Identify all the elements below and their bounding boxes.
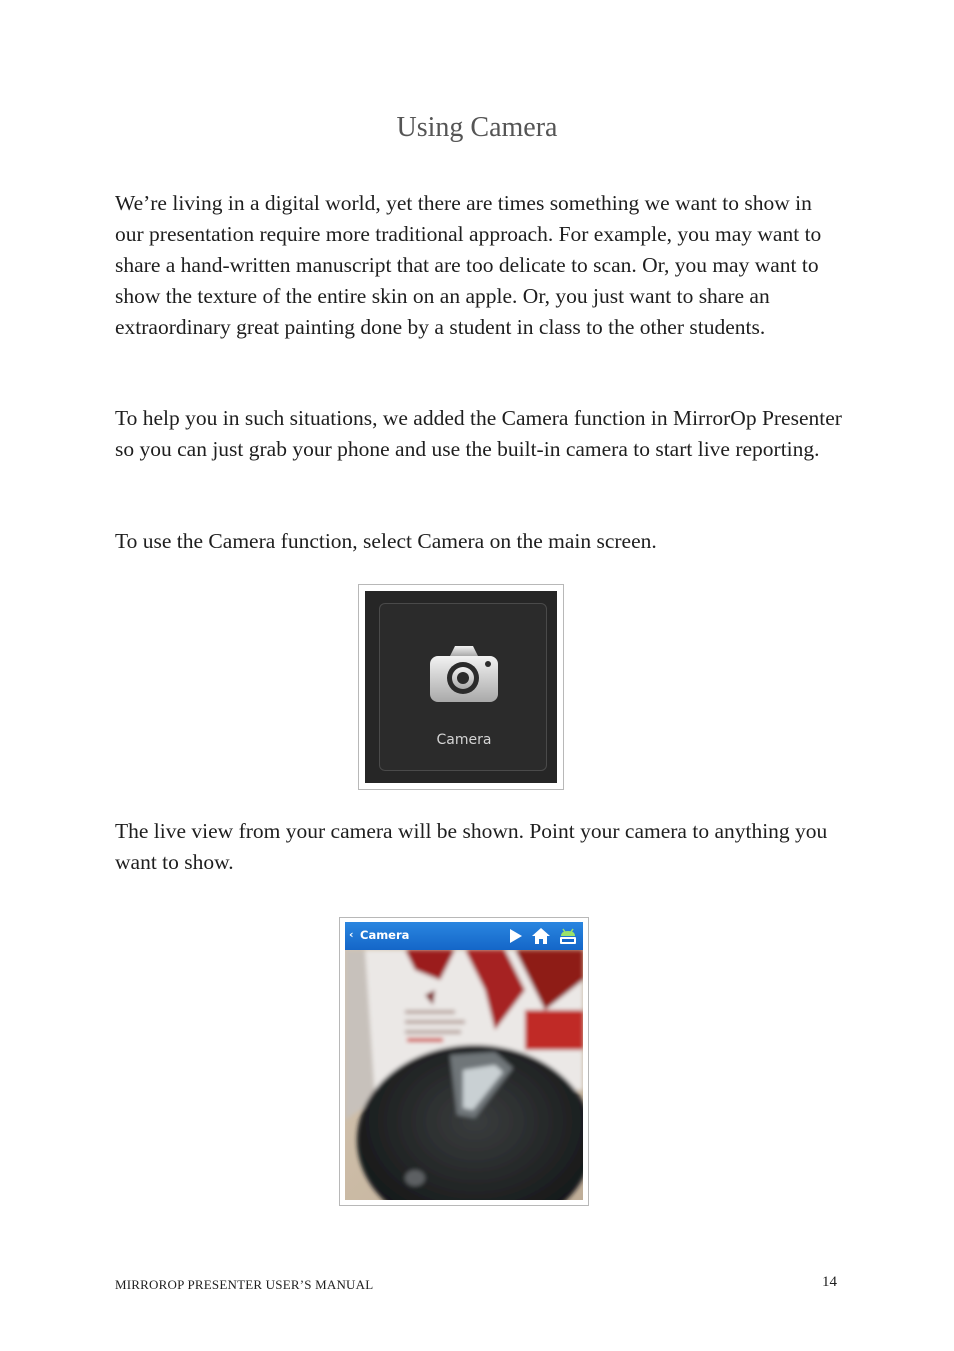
- footer-manual-name: MIRROROP PRESENTER USER’S MANUAL: [115, 1277, 374, 1292]
- main-screen-background: [365, 591, 557, 783]
- camera-live-view-image: [345, 950, 583, 1200]
- phone-screen: [345, 922, 583, 1200]
- footer-page-number: 14: [822, 1274, 837, 1290]
- android-icon[interactable]: [558, 926, 578, 946]
- camera-tile-screenshot: [358, 584, 564, 790]
- camera-icon: [428, 644, 500, 706]
- live-view-screenshot: [339, 917, 589, 1206]
- intro-paragraph: We’re living in a digital world, yet there are times something we want to show in our presentation require more traditional approach. For example, you may want to share a hand-written manuscript that are too delicate to scan. Or, you may want to show the texture of the entire skin on an apple. Or, you just want to share an extraordinary great painting done by a student in class to the other students.: [115, 191, 822, 339]
- select-camera-paragraph: To use the Camera function, select Camera on the main screen.: [115, 529, 657, 553]
- live-view-paragraph: The live view from your camera will be shown. Point your camera to anything you want to show.: [115, 819, 828, 874]
- page-title: Using Camera: [396, 112, 558, 143]
- camera-tile[interactable]: [379, 603, 547, 771]
- home-icon[interactable]: [531, 926, 551, 946]
- app-bar: [345, 922, 583, 950]
- play-icon[interactable]: [505, 926, 525, 946]
- camera-function-paragraph: To help you in such situations, we added the Camera function in MirrorOp Presenter so you can just grab your phone and use the built-in camera to start live reporting.: [115, 406, 842, 461]
- back-chevron-icon[interactable]: ‹: [349, 928, 354, 941]
- app-bar-title[interactable]: Camera: [360, 928, 410, 942]
- camera-tile-label: Camera: [436, 732, 492, 748]
